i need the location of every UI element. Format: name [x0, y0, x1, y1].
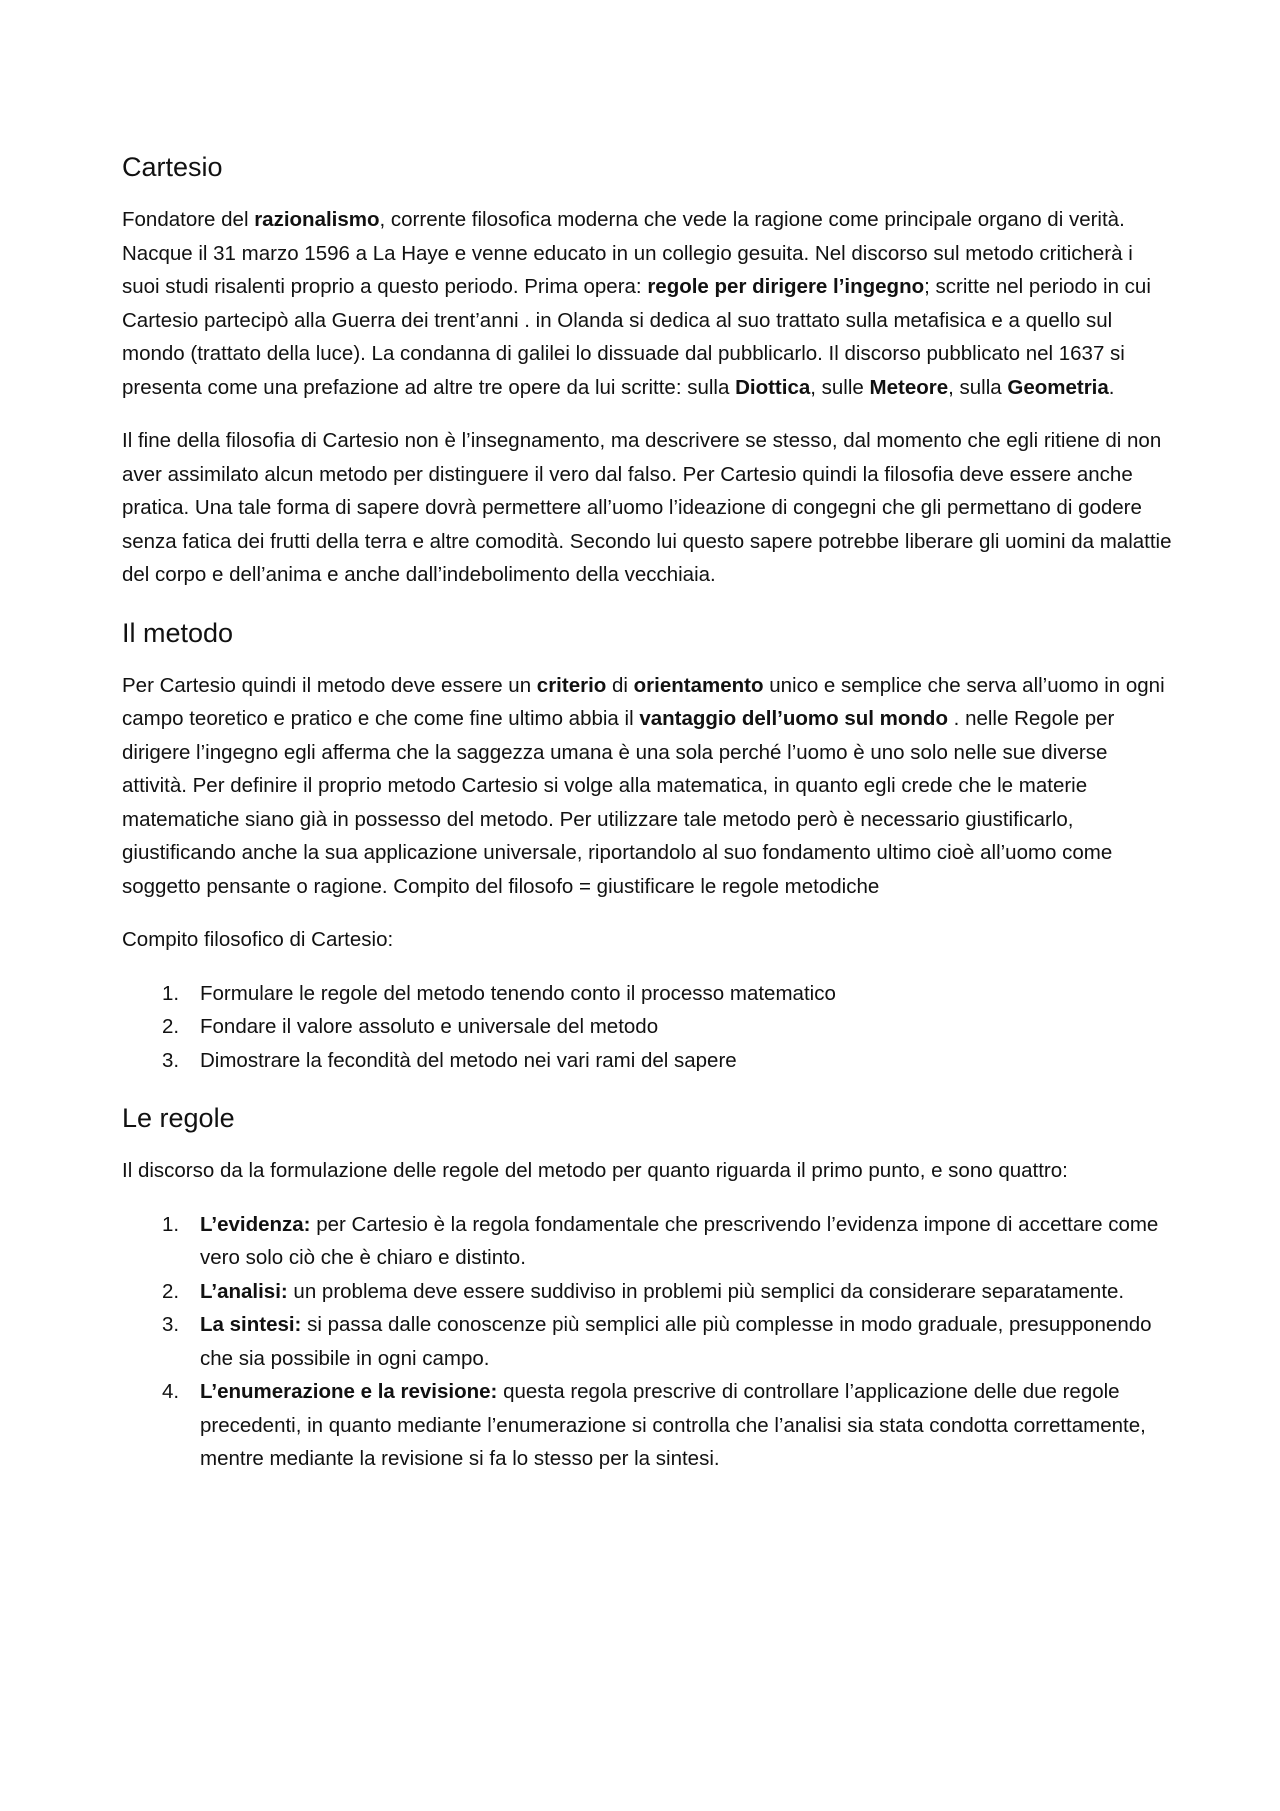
text-span: Per Cartesio quindi il metodo deve essere un: [122, 673, 537, 697]
rule-name: L’evidenza:: [200, 1212, 311, 1236]
bold-term-vantaggio: vantaggio dell’uomo sul mondo: [639, 707, 948, 730]
bold-term-regole: regole per dirigere l’ingegno: [647, 275, 925, 298]
bold-term-meteore: Meteore: [869, 375, 949, 399]
list-item: [122, 1010, 1172, 1044]
text-span: , sulla: [948, 375, 1008, 399]
list-number: 3.: [162, 1313, 180, 1336]
bold-term-criterio: criterio: [536, 673, 607, 697]
list-text: Dimostrare la fecondità del metodo nei vari rami del sapere: [200, 1048, 737, 1072]
list-item: [122, 1208, 1172, 1275]
section-metodo: [122, 616, 1172, 1078]
rule-text: si passa dalle conoscenze più semplici alle più complesse in modo graduale, presupponendo che sia possibile in ogni campo.: [200, 1313, 1152, 1370]
paragraph-intro: [122, 203, 1172, 404]
list-text: Formulare le regole del metodo tenendo conto il processo matematico: [200, 981, 836, 1005]
section-cartesio: [122, 150, 1172, 592]
list-item: [122, 1375, 1172, 1476]
rule-name: La sintesi:: [200, 1313, 302, 1336]
bold-term-razionalismo: razionalismo: [254, 208, 380, 231]
text-span: Fondatore del: [122, 208, 255, 231]
rule-text: per Cartesio è la regola fondamentale che prescrivendo l’evidenza impone di accettare come vero solo ciò che è chiaro e distinto.: [200, 1212, 1159, 1269]
section-regole: [122, 1101, 1172, 1476]
paragraph-fine-filosofia: Il fine della filosofia di Cartesio non è l’insegnamento, ma descrivere se stesso, dal momento che egli ritiene di non aver assimilato alcun metodo per distinguere il vero dal falso. Per Cartesio quindi la filosofia deve essere anche pratica. Una tale forma di sapere dovrà permettere all’uomo l’ideazione di congegni che gli permettano di godere senza fatica dei frutti della terra e altre comodità. Secondo lui questo sapere potrebbe liberare gli uomini da malattie del corpo e dell’anima e anche dall’indebolimento della vecchiaia.: [122, 429, 1172, 586]
section-title-metodo: Il metodo: [122, 617, 234, 648]
list-number: 2.: [162, 1279, 180, 1303]
list-number: 3.: [162, 1048, 180, 1072]
text-span: .: [1108, 375, 1115, 399]
section-title-cartesio: Cartesio: [122, 152, 223, 182]
text-span: di: [606, 673, 634, 697]
list-number: 2.: [162, 1015, 180, 1038]
text-span: . nelle Regole per dirigere l’ingegno egli afferma che la saggezza umana è una sola perché l’uomo è uno solo nelle sue diverse attività. Per definire il proprio metodo Cartesio si volge alla matematica, in quanto egli crede che le materie matematiche siano già in possesso del metodo. Per utilizzare tale metodo però è necessario giustificarlo, giustificando anche la sua applicazione universale, riportandolo al suo fondamento ultimo cioè all’uomo come soggetto pensante o ragione. Compito del filosofo = giustificare le regole metodiche: [122, 707, 1115, 898]
bold-term-orientamento: orientamento: [633, 673, 764, 697]
list-number: 1.: [162, 981, 180, 1005]
text-span: ; scritte nel periodo in cui Cartesio partecipò alla Guerra dei trent’anni . in Olanda si dedica al suo trattato sulla metafisica e a quello sul mondo (trattato della luce). La condanna di galilei lo dissuade dal pubblicarlo. Il discorso pubblicato nel 1637 si presenta come una prefazione ad altre tre opere da lui scritte: sulla: [122, 275, 1151, 399]
list-compiti: [122, 977, 1172, 1078]
text-span: unico e semplice che serva all’uomo in ogni campo teoretico e pratico e che come fine ultimo abbia il: [122, 673, 1165, 730]
rule-text: un problema deve essere suddiviso in problemi più semplici da considerare separatamente.: [287, 1279, 1125, 1303]
list-item: [122, 1044, 1172, 1078]
text-span: , sulle: [810, 375, 870, 399]
text-span: , corrente filosofica moderna che vede la ragione come principale organo di verità. Nacque il 31 marzo 1596 a La Haye e venne educato in un collegio gesuita. Nel discorso sul metodo criticherà i suoi studi risalenti proprio a questo periodo. Prima opera:: [122, 208, 1133, 298]
list-number: 4.: [162, 1380, 180, 1403]
document-page: [122, 150, 1172, 1496]
rule-text: questa regola prescrive di controllare l’applicazione delle due regole precedenti, in quanto mediante l’enumerazione si controlla che l’analisi sia stata condotta correttamente, mentre mediante la revisione si fa lo stesso per la sintesi.: [200, 1380, 1146, 1470]
list-text: Fondare il valore assoluto e universale del metodo: [200, 1015, 659, 1038]
section-title-regole: Le regole: [122, 1103, 235, 1133]
list-item: [122, 1275, 1172, 1309]
paragraph-regole-intro: Il discorso da la formulazione delle regole del metodo per quanto riguarda il primo punto, e sono quattro:: [122, 1159, 1068, 1182]
bold-term-geometria: Geometria: [1007, 375, 1109, 399]
rule-name: L’enumerazione e la revisione:: [200, 1380, 498, 1403]
bold-term-diottica: Diottica: [735, 375, 811, 399]
paragraph-compito: Compito filosofico di Cartesio:: [122, 928, 394, 951]
list-number: 1.: [162, 1212, 180, 1236]
list-item: [122, 1308, 1172, 1375]
list-item: [122, 977, 1172, 1011]
paragraph-metodo: [122, 669, 1172, 904]
rule-name: L’analisi:: [200, 1279, 288, 1303]
list-regole: [122, 1208, 1172, 1476]
